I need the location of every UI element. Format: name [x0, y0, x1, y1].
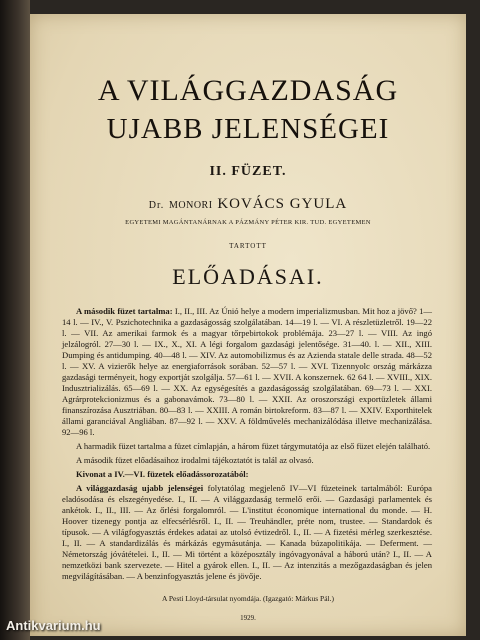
contents-text [62, 306, 432, 585]
tartott-label: TARTOTT [229, 242, 267, 250]
paragraph-text: folytatólag megjelenő IV—VI füzeteinek tartalmából: Európa eladósodása és elszegényedése. I., II. — A világgazdaság termelő erői. — Gazdasági parlamentek és ankétok. I., II., III. — Az őrlési forgalomról. — L'institut économique international du monde. — H. Hoover tizenegy pontja az elfecsérlésről. I., II. — Treuhändler, préte nom, trustee. — Standardok és típusok. — A világfogyasztás érdekes adatai az utolsó évtizedről. I., II. — A fizetési mérleg szerkesztése. I., II. — A standardizálás és márkázás egymásutánja. — Kanada búzapolitikája. — Deferment. — Németország jóvátételei. I., II. — Mi történt a középosztály ingóvagyonával a háború után? I., II. — A nemzetközi bank szervezete. — Hitel a gyárok ellen. I., II. — Az intenzitás a mezőgazdaságban és jelen megvilágításában. — A benzinfogyasztás jelene és jövője. [62, 483, 432, 581]
contents-paragraph-2: A harmadik füzet tartalma a füzet címlapján, a három füzet tárgymutatója az első füzet elején található. [76, 441, 431, 451]
author-affiliation: EGYETEMI MAGÁNTANÁRNAK A PÁZMÁNY PÉTER KIR. TUD. EGYETEMEN [125, 219, 371, 226]
paragraph-text: I., II., III. Az Únió helye a modern imperializmusban. Mit hoz a jövő? 1—14 l. — IV., V. Pszichotechnika a gazdaságosság szolgálatában. 14—19 l. — VI. A részletüzletről. 19—22 l. — VII. Az amerikai farmok és a magyar tőrpebirtokok problémája. 23—27 l. — VIII. Az ingó jelzálogról. 27—30 l. — IX., X., XI. A légi forgalom gazdasági jelentősége. 31—40. l. — XII., XIII. Dumping és antidumping. 40—48 l. — XIV. Az automobilizmus és az Azienda statale delle strada. 48—52 l. — XV. A vizierők helye az energiaforrások sorában. 52—57 l. — XVI. Tizennyolc ország márkázza gazdasági terményeit, hogy exportját szolgálja. 57—61 l. — XVII. A konszernek. 62 64 l. — XVIII., XIX. Indusztrializálás. 65—69 l. — XX. Az egységesítés a gazdaságosság szolgálatában. 69—73 l. — XXI. Agrárprotekcionizmus és a gabonavámok. 73—80 l. — XXII. Az oroszországi exportüzletek állami finanszírozása Ausztriában. 80—83 l. — XXIII. A román birtokreform. 83—87 l. — XXIV. Exporthitelek állami garanciával Angliában. 87—92 l. — XXV. A földművelés mechanizálódása illetve mechanizálása. 92—96 l. [62, 306, 433, 437]
contents-paragraph-5 [62, 483, 432, 582]
paragraph-lead: A második füzet tartalma: [76, 306, 173, 316]
eloadasai-heading: ELŐADÁSAI. [172, 264, 324, 289]
paragraph-lead: Kivonat a IV.—VI. füzetek előadássorozatából: [76, 469, 249, 479]
contents-paragraph-1 [62, 306, 432, 438]
publication-year: 1929. [240, 614, 256, 622]
printer-imprint: A Pesti Lloyd-társulat nyomdája. (Igazgató: Márkus Pál.) [161, 594, 335, 603]
author-first-name: MONORI [169, 200, 213, 211]
contents-paragraph-4 [62, 469, 432, 480]
author-name: KOVÁCS GYULA [217, 196, 348, 212]
issue-label: II. FÜZET. [209, 164, 287, 179]
book-page [30, 14, 466, 636]
author-line [30, 196, 466, 213]
contents-paragraph-3: A második füzet előadásaihoz irodalmi tájékoztatót is talál az olvasó. [76, 455, 314, 465]
title-line-2: UJABB JELENSÉGEI [106, 113, 390, 145]
paragraph-lead: A világgazdaság ujabb jelenségei [76, 483, 204, 493]
book-spine-shadow [0, 0, 30, 640]
title-line-1: A VILÁGGAZDASÁG [97, 74, 399, 107]
watermark: Antikvarium.hu [6, 618, 101, 633]
author-prefix: Dr. [148, 200, 165, 211]
